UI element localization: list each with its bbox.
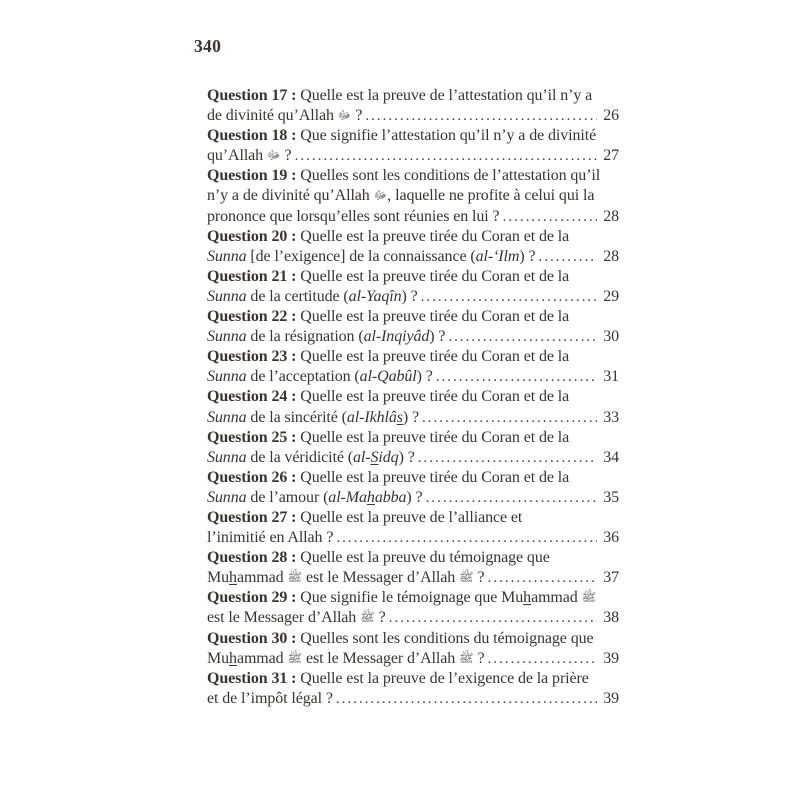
- text-segment: l’inimitié en Allah ?: [207, 529, 334, 547]
- text-segment: h: [366, 488, 375, 506]
- text-segment: Question 25 :: [207, 428, 301, 446]
- text-segment: Que signifie l’attestation qu’il n’y a de divinité: [300, 127, 597, 145]
- toc-line-text: [207, 528, 333, 548]
- text-segment: est le Messager d’Allah: [301, 569, 460, 587]
- toc-line-text: [207, 126, 596, 146]
- text-segment: Question 19 :: [207, 167, 301, 185]
- toc-entry: [207, 227, 619, 267]
- toc-line-text: [207, 367, 433, 387]
- text-segment: Quelle est la preuve de l’attestation qu’il n’y a: [300, 87, 593, 104]
- toc-line-text: [207, 468, 569, 488]
- toc-entry: [207, 86, 619, 126]
- toc: [207, 86, 619, 709]
- toc-entry: [207, 307, 619, 347]
- text-segment: Sunna: [207, 247, 247, 265]
- text-segment: qu’Allah: [207, 147, 267, 165]
- text-segment: Quelle est la preuve tirée du Coran et de la: [300, 428, 570, 446]
- text-segment: est le Messager d’Allah: [207, 609, 361, 627]
- text-segment: Quelles sont les conditions du témoignage que: [300, 629, 594, 647]
- toc-line-text: [207, 649, 485, 669]
- muhammad-honorific-icon: ﷺ: [287, 570, 302, 585]
- toc-line: [207, 528, 619, 548]
- text-segment: est le Messager d’Allah: [301, 649, 460, 667]
- toc-line: [207, 287, 619, 307]
- toc-line-text: [207, 588, 596, 608]
- page-ref: 35: [603, 488, 619, 506]
- text-segment: Quelle est la preuve de l’alliance et: [300, 508, 523, 526]
- text-segment: Sunna: [207, 368, 247, 386]
- toc-line: [207, 468, 619, 488]
- dot-leader: [336, 528, 597, 548]
- toc-line: [207, 307, 619, 327]
- toc-line: [207, 327, 619, 347]
- text-segment: h: [523, 589, 532, 607]
- text-segment: ) ?: [401, 287, 418, 305]
- text-segment: al-Yaqîn: [348, 287, 402, 305]
- dot-leader: [488, 649, 597, 669]
- toc-entry: [207, 267, 619, 307]
- text-segment: de l’acceptation (: [246, 368, 360, 386]
- dot-leader: [448, 327, 597, 347]
- dot-leader: [418, 448, 597, 468]
- text-segment: de la résignation (: [246, 328, 364, 346]
- text-segment: ammad: [236, 569, 288, 587]
- toc-line: [207, 629, 619, 649]
- toc-entry: [207, 428, 619, 468]
- toc-line: [207, 669, 619, 689]
- text-segment: Sunna: [207, 488, 247, 506]
- toc-line: [207, 146, 619, 166]
- text-segment: Quelle est la preuve tirée du Coran et de la: [300, 468, 570, 486]
- toc-line: [207, 448, 619, 468]
- toc-line: [207, 488, 619, 508]
- toc-entry: [207, 166, 619, 226]
- toc-line-text: [207, 387, 569, 407]
- dot-leader: [503, 207, 597, 227]
- text-segment: abba: [374, 488, 407, 506]
- text-segment: ?: [473, 569, 485, 587]
- page-ref: 26: [603, 107, 619, 125]
- text-segment: ?: [280, 147, 292, 165]
- text-segment: Que signifie le témoignage que Mu: [300, 589, 524, 607]
- toc-line: [207, 126, 619, 146]
- page-ref: 39: [603, 689, 619, 707]
- text-segment: Question 27 :: [207, 508, 301, 526]
- text-segment: idq: [378, 448, 399, 466]
- text-segment: ) ?: [398, 448, 415, 466]
- text-segment: al-Inqiyâd: [363, 328, 430, 346]
- toc-line: [207, 387, 619, 407]
- toc-entry: [207, 548, 619, 588]
- toc-line-text: [207, 568, 485, 588]
- text-segment: prononce que lorsqu’elles sont réunies en lui ?: [207, 207, 500, 225]
- page-ref: 37: [603, 569, 619, 587]
- toc-entry: [207, 629, 619, 669]
- text-segment: Sunna: [207, 448, 247, 466]
- toc-line-text: [207, 608, 386, 628]
- text-segment: Question 29 :: [207, 589, 301, 607]
- toc-line-text: [207, 186, 594, 206]
- page-number: 340: [194, 36, 222, 56]
- allah-honorific-icon: ﷻ: [266, 148, 281, 163]
- text-segment: n’y a de divinité qu’Allah: [207, 187, 374, 205]
- allah-honorific-icon: ﷻ: [373, 188, 388, 203]
- toc-line: [207, 347, 619, 367]
- text-segment: Question 21 :: [207, 267, 301, 285]
- toc-line: [207, 568, 619, 588]
- text-segment: ?: [374, 609, 386, 627]
- page-ref: 31: [603, 368, 619, 386]
- text-segment: ?: [473, 649, 485, 667]
- toc-line-text: [207, 629, 594, 649]
- page-ref: 27: [603, 147, 619, 165]
- text-segment: Question 23 :: [207, 348, 301, 366]
- text-segment: ) ?: [402, 408, 420, 426]
- text-segment: ) ?: [519, 247, 536, 265]
- toc-entry: [207, 508, 619, 548]
- toc-line: [207, 247, 619, 267]
- toc-line-text: [207, 247, 535, 267]
- toc-line: [207, 106, 619, 126]
- toc-line-text: [207, 448, 415, 468]
- text-segment: Question 26 :: [207, 468, 301, 486]
- text-segment: de la sincérité (: [246, 408, 347, 426]
- toc-entry: [207, 669, 619, 709]
- text-segment: ) ?: [429, 328, 446, 346]
- page-ref: 28: [603, 207, 619, 225]
- toc-line-text: [207, 227, 569, 247]
- text-segment: et de l’impôt légal ?: [207, 689, 333, 707]
- text-segment: Quelle est la preuve du témoignage que: [300, 549, 550, 567]
- toc-line: [207, 508, 619, 528]
- toc-line-text: [207, 106, 362, 126]
- text-segment: de divinité qu’Allah: [207, 107, 338, 125]
- text-segment: al-‘Ilm: [475, 247, 520, 265]
- allah-honorific-icon: ﷻ: [337, 108, 352, 123]
- toc-line: [207, 166, 619, 186]
- dot-leader: [436, 367, 597, 387]
- page-ref: 33: [603, 408, 619, 426]
- text-segment: Question 18 :: [207, 127, 301, 145]
- text-segment: Quelle est la preuve tirée du Coran et de la: [300, 227, 570, 245]
- page-ref: 28: [603, 247, 619, 265]
- text-segment: Quelle est la preuve de l’exigence de la prière: [300, 669, 589, 687]
- dot-leader: [488, 568, 597, 588]
- text-segment: ammad: [236, 649, 288, 667]
- text-segment: Sunna: [207, 328, 247, 346]
- text-segment: ?: [351, 107, 363, 125]
- text-segment: al-Ma: [328, 488, 367, 506]
- dot-leader: [295, 146, 597, 166]
- toc-entry: [207, 347, 619, 387]
- text-segment: Question 31 :: [207, 669, 301, 687]
- text-segment: S: [370, 448, 379, 466]
- toc-line-text: [207, 408, 419, 428]
- muhammad-honorific-icon: ﷺ: [581, 590, 597, 605]
- toc-line-text: [207, 488, 423, 508]
- toc-line: [207, 267, 619, 287]
- toc-line-text: [207, 508, 522, 528]
- dot-leader: [389, 608, 597, 628]
- toc-line: [207, 367, 619, 387]
- text-segment: Quelles sont les conditions de l’attestation qu’il: [300, 167, 601, 185]
- toc-line-text: [207, 86, 592, 106]
- text-segment: Mu: [207, 569, 230, 587]
- muhammad-honorific-icon: ﷺ: [360, 610, 375, 625]
- text-segment: al-: [353, 448, 371, 466]
- dot-leader: [336, 689, 597, 709]
- toc-line: [207, 608, 619, 628]
- text-segment: Quelle est la preuve tirée du Coran et de la: [300, 348, 570, 366]
- text-segment: [de l’exigence] de la connaissance (: [246, 247, 476, 265]
- text-segment: ) ?: [416, 368, 433, 386]
- text-segment: Question 30 :: [207, 629, 301, 647]
- dot-leader: [426, 488, 597, 508]
- text-segment: Sunna: [207, 408, 247, 426]
- toc-line-text: [207, 428, 569, 448]
- text-segment: al-Qabûl: [359, 368, 417, 386]
- page-ref: 36: [603, 529, 619, 547]
- toc-line-text: [207, 669, 589, 689]
- text-segment: ) ?: [406, 488, 423, 506]
- text-segment: Question 20 :: [207, 227, 301, 245]
- page-ref: 29: [603, 287, 619, 305]
- text-segment: de l’amour (: [246, 488, 329, 506]
- page-ref: 30: [603, 328, 619, 346]
- text-segment: de la certitude (: [246, 287, 349, 305]
- toc-line-text: [207, 548, 550, 568]
- toc-entry: [207, 588, 619, 628]
- toc-line-text: [207, 166, 600, 186]
- toc-line: [207, 186, 619, 206]
- dot-leader: [421, 287, 597, 307]
- page-ref: 34: [603, 448, 619, 466]
- toc-line-text: [207, 287, 418, 307]
- text-segment: ammad: [531, 589, 582, 607]
- toc-entry: [207, 126, 619, 166]
- muhammad-honorific-icon: ﷺ: [459, 570, 474, 585]
- toc-line-text: [207, 146, 292, 166]
- dot-leader: [365, 106, 597, 126]
- text-segment: Sunna: [207, 287, 247, 305]
- text-segment: h: [229, 569, 237, 587]
- toc-line-text: [207, 327, 445, 347]
- text-segment: h: [229, 649, 237, 667]
- text-segment: Question 22 :: [207, 308, 301, 326]
- muhammad-honorific-icon: ﷺ: [459, 650, 474, 665]
- toc-line-text: [207, 689, 333, 709]
- toc-line: [207, 86, 619, 106]
- muhammad-honorific-icon: ﷺ: [287, 650, 302, 665]
- dot-leader: [538, 247, 597, 267]
- text-segment: Quelle est la preuve tirée du Coran et de la: [300, 267, 570, 285]
- text-segment: Question 24 :: [207, 388, 301, 406]
- text-segment: Mu: [207, 649, 230, 667]
- toc-line: [207, 227, 619, 247]
- page-ref: 38: [603, 609, 619, 627]
- text-segment: Question 17 :: [207, 87, 301, 104]
- toc-line-text: [207, 267, 569, 287]
- toc-entry: [207, 387, 619, 427]
- toc-line: [207, 649, 619, 669]
- toc-line: [207, 548, 619, 568]
- text-segment: , laquelle ne profite à celui qui la: [387, 187, 595, 205]
- toc-line: [207, 588, 619, 608]
- toc-entry: [207, 468, 619, 508]
- toc-line: [207, 207, 619, 227]
- text-segment: s: [396, 408, 403, 426]
- text-segment: de la véridicité (: [246, 448, 354, 466]
- text-segment: al-Ikhlâ: [346, 408, 397, 426]
- page-ref: 39: [603, 649, 619, 667]
- text-segment: Quelle est la preuve tirée du Coran et de la: [300, 388, 570, 406]
- text-segment: Question 28 :: [207, 549, 301, 567]
- toc-line-text: [207, 207, 500, 227]
- toc-line: [207, 689, 619, 709]
- toc-line: [207, 428, 619, 448]
- dot-leader: [422, 408, 597, 428]
- text-segment: Quelle est la preuve tirée du Coran et de la: [300, 308, 570, 326]
- toc-line: [207, 408, 619, 428]
- toc-line-text: [207, 307, 569, 327]
- toc-line-text: [207, 347, 569, 367]
